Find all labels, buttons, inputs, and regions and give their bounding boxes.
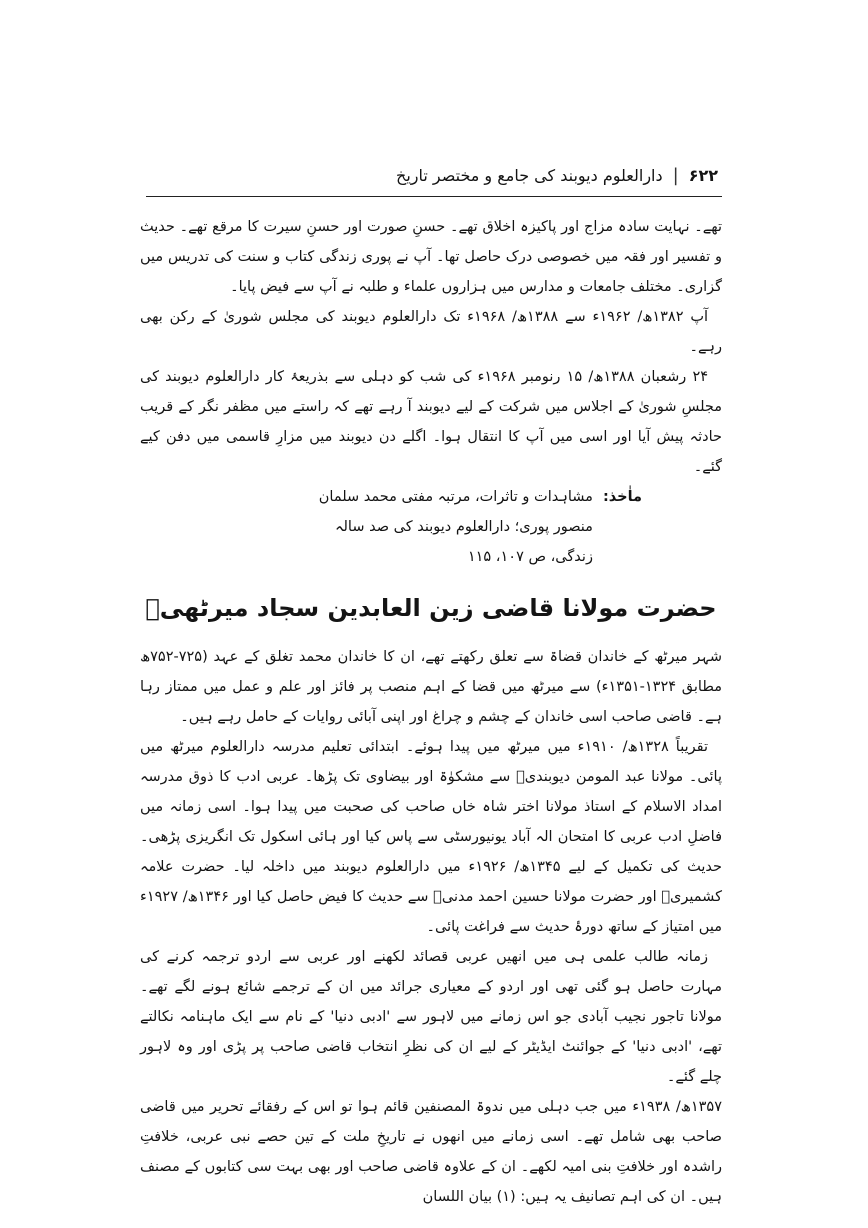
book-title: دارالعلوم دیوبند کی جامع و مختصر تاریخ — [395, 165, 663, 185]
source-label: ماٰخذ: — [602, 489, 642, 505]
paragraph: ۲۴ رشعبان ۱۳۸۸ھ/ ۱۵ رنومبر ۱۹۶۸ء کی شب کو دہلی سے بذریعۂ کار دارالعلوم دیوبند کی مجلسِ شوریٰ کے اجلاس میں شرکت کے لیے دیوبند آ رہے تھے کہ راستے میں مظفر نگر کے قریب حادثہ پیش آیا اور اسی میں آپ کا انتقال ہوا۔ اگلے دن دیوبند میں مزارِ قاسمی میں دفن کیے گئے۔ — [140, 369, 722, 475]
paragraph: ۱۳۵۷ھ/ ۱۹۳۸ء میں جب دہلی میں ندوۃ المصنفین قائم ہوا تو اس کے رفقائے تحریر میں قاضی صاحب بھی شامل تھے۔ اسی زمانے میں انھوں نے تاریخِ ملت کے تین حصے نبی عربی، خلافتِ راشدہ اور خلافتِ بنی امیہ لکھے۔ ان کے علاوہ قاضی صاحب اور بھی بہت سی کتابوں کے مصنف ہیں۔ ان کی اہم تصانیف یہ ہیں: (۱) بیان اللسان — [140, 1099, 722, 1205]
source-citation — [140, 482, 722, 572]
page-body — [140, 212, 722, 1212]
running-header — [150, 160, 718, 190]
paragraph: آپ ۱۳۸۲ھ/ ۱۹۶۲ء سے ۱۳۸۸ھ/ ۱۹۶۸ء تک دارالعلوم دیوبند کی مجلس شوریٰ کے رکن بھی رہے۔ — [140, 309, 722, 355]
paragraph: تقریباً ۱۳۲۸ھ/ ۱۹۱۰ء میں میرٹھ میں پیدا ہوئے۔ ابتدائی تعلیم مدرسہ دارالعلوم میرٹھ میں پائی۔ مولانا عبد المومن دیوبندیؒ سے مشکوٰۃ اور بیضاوی تک پڑھا۔ عربی ادب کا ذوق مدرسہ امداد الاسلام کے استاذ مولانا اختر شاہ خاں صاحب کی صحبت میں پیدا ہوا۔ اسی زمانہ میں فاضلِ ادب عربی کا امتحان الہ آباد یونیورسٹی سے پاس کیا اور ہائی اسکول تک انگریزی پڑھی۔ حدیث کی تکمیل کے لیے ۱۳۴۵ھ/ ۱۹۲۶ء میں دارالعلوم دیوبند میں داخلہ لیا۔ حضرت علامہ کشمیریؒ اور حضرت مولانا حسین احمد مدنیؒ سے حدیث کا فیض حاصل کیا اور ۱۳۴۶ھ/ ۱۹۲۷ء میں امتیاز کے ساتھ دورۂ حدیث سے فراغت پائی۔ — [140, 739, 722, 935]
header-separator: | — [672, 164, 679, 186]
source-text: مشاہدات و تاثرات، مرتبہ مفتی محمد سلمان منصور پوری؛ دارالعلوم دیوبند کی صد سالہ زندگی، ص ۱۰۷، ۱۱۵ — [318, 489, 593, 565]
paragraph: تھے۔ نہایت سادہ مزاج اور پاکیزہ اخلاق تھے۔ حسنِ صورت اور حسنِ سیرت کا مرقع تھے۔ حدیث و تفسیر اور فقہ میں خصوصی درک حاصل تھا۔ آپ نے پوری زندگی کتاب و سنت کی تدریس میں گزاری۔ مختلف جامعات و مدارس میں ہزاروں علماء و طلبہ نے آپ سے فیض پایا۔ — [140, 219, 722, 295]
page-number: ۶۲۲ — [688, 165, 718, 185]
paragraph: زمانہ طالب علمی ہی میں انھیں عربی قصائد لکھنے اور عربی سے اردو ترجمہ کرنے کی مہارت حاصل ہو گئی تھی اور اردو کے معیاری جرائد میں ان کے ترجمے شائع ہونے لگے تھے۔ مولانا تاجور نجیب آبادی جو اس زمانے میں لاہور سے 'ادبی دنیا' کے نام سے ایک ماہنامہ نکالتے تھے، 'ادبی دنیا' کے جوائنٹ ایڈیٹر کے لیے ان کی نظرِ انتخاب قاضی صاحب پر پڑی اور وہ لاہور چلے گئے۔ — [140, 949, 722, 1085]
paragraph: شہر میرٹھ کے خاندان قضاۃ سے تعلق رکھتے تھے، ان کا خاندان محمد تغلق کے عہد (۷۲۵-۷۵۲ھ مطابق ۱۳۲۴-۱۳۵۱ء) سے میرٹھ میں قضا کے اہم منصب پر فائز اور علم و عمل میں ممتاز رہا ہے۔ قاضی صاحب اسی خاندان کے چشم و چراغ اور اپنی آبائی روایات کے حامل رہے ہیں۔ — [140, 649, 722, 725]
section-heading: حضرت مولانا قاضی زین العابدین سجاد میرٹھیؒ — [145, 594, 717, 622]
header-rule — [146, 196, 722, 197]
